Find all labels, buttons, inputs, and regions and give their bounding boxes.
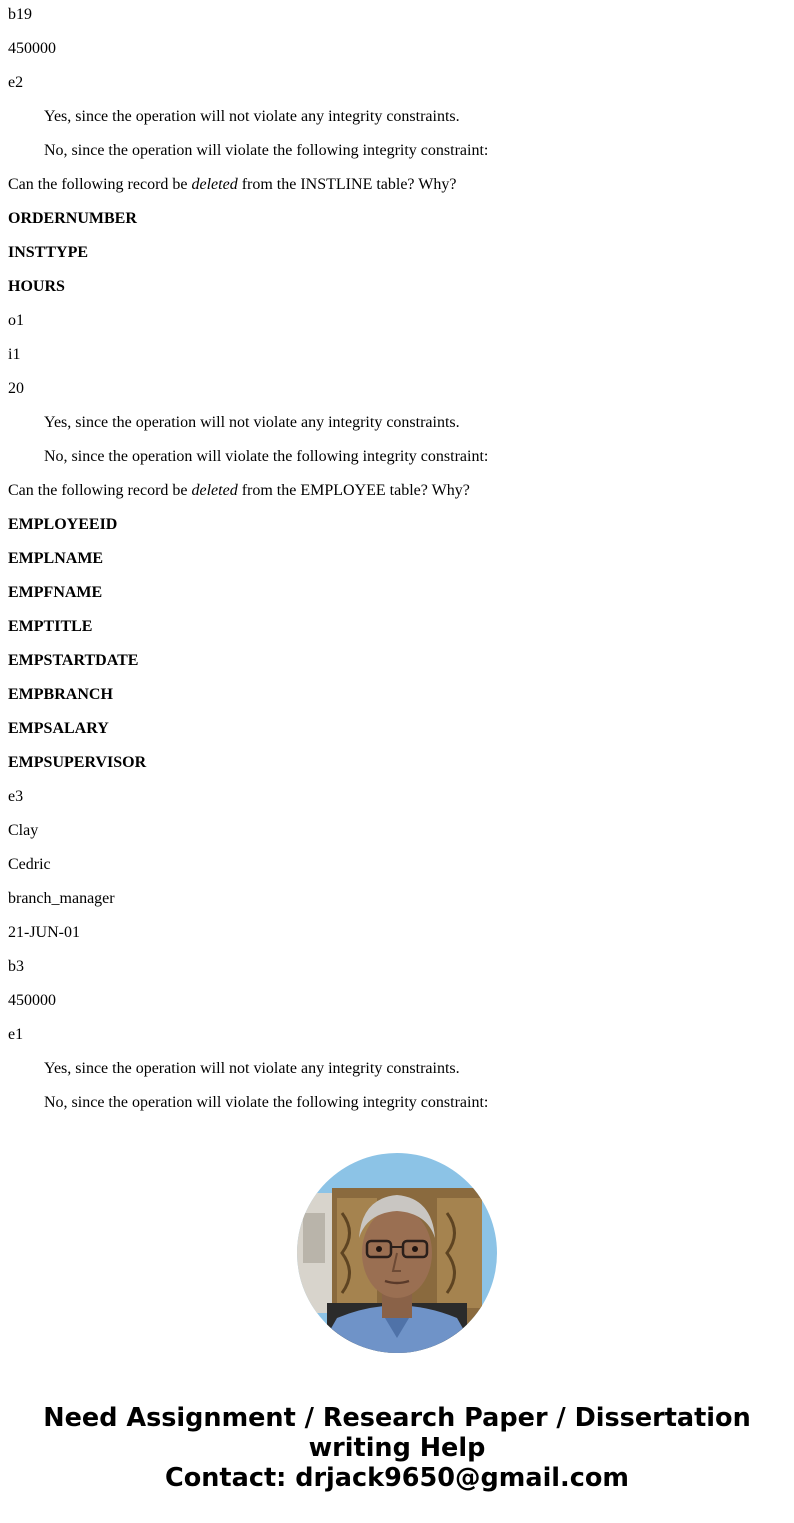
question-suffix: from the INSTLINE table? Why? — [237, 176, 457, 193]
cell-value: b3 — [8, 958, 24, 975]
answer-option-no: No, since the operation will violate the following integrity constraint: — [44, 142, 489, 159]
column-header: EMPSUPERVISOR — [8, 754, 147, 771]
answer-option-yes: Yes, since the operation will not violate any integrity constraints. — [44, 1060, 460, 1077]
cell-value: i1 — [8, 346, 21, 363]
banner-line-1: Need Assignment / Research Paper / Dissertation — [43, 1403, 751, 1433]
column-header: EMPSTARTDATE — [8, 652, 139, 669]
avatar — [297, 1153, 497, 1353]
column-header: EMPBRANCH — [8, 686, 113, 703]
question-emphasis: deleted — [191, 482, 238, 499]
question-prefix: Can the following record be — [8, 482, 192, 499]
column-header: ORDERNUMBER — [8, 210, 137, 227]
column-header: EMPSALARY — [8, 720, 109, 737]
answer-option-no: No, since the operation will violate the following integrity constraint: — [44, 448, 489, 465]
cell-value: Cedric — [8, 856, 51, 873]
question-prefix: Can the following record be — [8, 176, 192, 193]
column-header: HOURS — [8, 278, 65, 295]
cell-value: e2 — [8, 74, 24, 91]
cell-value: Clay — [8, 822, 39, 839]
question-suffix: from the EMPLOYEE table? Why? — [237, 482, 470, 499]
cell-value: 20 — [8, 380, 24, 397]
column-header: EMPFNAME — [8, 584, 103, 601]
question-text — [0, 474, 794, 508]
cell-value: b19 — [8, 6, 32, 23]
banner-line-2: writing Help — [308, 1433, 486, 1463]
question-emphasis: deleted — [191, 176, 238, 193]
column-header: EMPLOYEEID — [8, 516, 118, 533]
cell-value: branch_manager — [8, 890, 115, 907]
contact-banner — [0, 1403, 794, 1493]
answer-option-yes: Yes, since the operation will not violate any integrity constraints. — [44, 108, 460, 125]
banner-contact-line: Contact: drjack9650@gmail.com — [165, 1463, 629, 1493]
answer-option-yes: Yes, since the operation will not violate any integrity constraints. — [44, 414, 460, 431]
column-header: EMPTITLE — [8, 618, 93, 635]
cell-value: 21-JUN-01 — [8, 924, 80, 941]
column-header: INSTTYPE — [8, 244, 89, 261]
question-text — [0, 168, 794, 202]
cell-value: e3 — [8, 788, 24, 805]
cell-value: 450000 — [8, 40, 56, 57]
cell-value: o1 — [8, 312, 24, 329]
answer-option-no: No, since the operation will violate the following integrity constraint: — [44, 1094, 489, 1111]
cell-value: e1 — [8, 1026, 24, 1043]
cell-value: 450000 — [8, 992, 56, 1009]
column-header: EMPLNAME — [8, 550, 104, 567]
